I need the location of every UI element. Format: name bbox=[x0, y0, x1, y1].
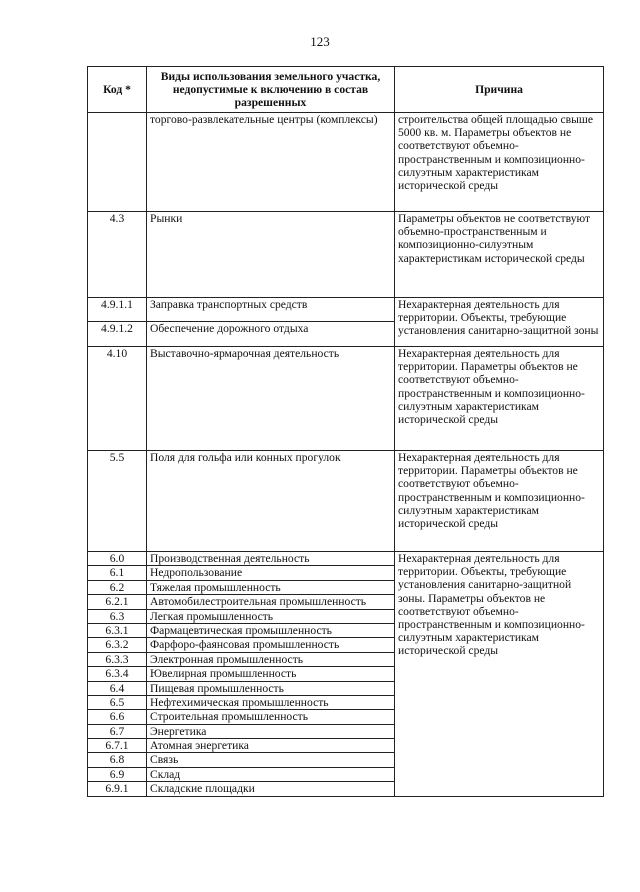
row-code: 6.6 bbox=[88, 710, 147, 724]
row-code: 6.3.3 bbox=[88, 652, 147, 666]
table-header-row bbox=[88, 67, 604, 113]
row-code: 5.5 bbox=[88, 451, 147, 552]
row-code: 6.3 bbox=[88, 609, 147, 623]
row-use: торгово-развлекательные центры (комплексы) bbox=[147, 113, 395, 212]
restricted-uses-table bbox=[87, 66, 604, 797]
row-use: Недропользование bbox=[147, 566, 395, 580]
table-row bbox=[88, 298, 604, 322]
row-use: Складские площадки bbox=[147, 782, 395, 796]
row-use: Атомная энергетика bbox=[147, 739, 395, 753]
row-reason: строительства общей площадью свыше 5000 кв. м. Параметры объектов не соответствуют объемно-пространственным и композиционно-силуэтным характеристикам исторической среды bbox=[395, 113, 604, 212]
row-code: 6.3.4 bbox=[88, 667, 147, 681]
row-use: Заправка транспортных средств bbox=[147, 298, 395, 322]
row-code: 4.9.1.1 bbox=[88, 298, 147, 322]
row-use: Рынки bbox=[147, 212, 395, 298]
row-use: Пищевая промышленность bbox=[147, 681, 395, 695]
row-code: 6.7 bbox=[88, 724, 147, 738]
row-code: 4.9.1.2 bbox=[88, 322, 147, 347]
row-use: Электронная промышленность bbox=[147, 652, 395, 666]
table-row bbox=[88, 347, 604, 451]
table-row bbox=[88, 552, 604, 566]
header-reason: Причина bbox=[395, 67, 604, 113]
row-code: 4.10 bbox=[88, 347, 147, 451]
table-row bbox=[88, 451, 604, 552]
row-code: 6.7.1 bbox=[88, 739, 147, 753]
row-code: 6.9 bbox=[88, 767, 147, 781]
row-use: Склад bbox=[147, 767, 395, 781]
table-row bbox=[88, 212, 604, 298]
row-use: Фарфоро-фаянсовая промышленность bbox=[147, 638, 395, 652]
row-code: 4.3 bbox=[88, 212, 147, 298]
row-code: 6.2.1 bbox=[88, 595, 147, 609]
row-code: 6.3.1 bbox=[88, 623, 147, 637]
row-use: Поля для гольфа или конных прогулок bbox=[147, 451, 395, 552]
header-code: Код * bbox=[88, 67, 147, 113]
page-number: 123 bbox=[310, 34, 330, 49]
row-code: 6.3.2 bbox=[88, 638, 147, 652]
row-use: Производственная деятельность bbox=[147, 552, 395, 566]
row-use: Нефтехимическая промышленность bbox=[147, 695, 395, 709]
row-code: 6.4 bbox=[88, 681, 147, 695]
row-reason: Нехарактерная деятельность для территории. Параметры объектов не соответствуют объемно-пространственным и композиционно-силуэтным характеристикам исторической среды bbox=[395, 347, 604, 451]
row-code: 6.8 bbox=[88, 753, 147, 767]
row-use: Фармацевтическая промышленность bbox=[147, 623, 395, 637]
row-use: Тяжелая промышленность bbox=[147, 580, 395, 594]
row-code bbox=[88, 113, 147, 212]
row-code: 6.5 bbox=[88, 695, 147, 709]
row-code: 6.2 bbox=[88, 580, 147, 594]
row-code: 6.0 bbox=[88, 552, 147, 566]
row-reason: Нехарактерная деятельность для территории. Параметры объектов не соответствуют объемно-пространственным и композиционно-силуэтным характеристикам исторической среды bbox=[395, 451, 604, 552]
row-reason: Нехарактерная деятельность для территории. Объекты, требующие установления санитарно-защитной зоны. Параметры объектов не соответствуют объемно-пространственным и композиционно-силуэтным характеристикам исторической среды bbox=[395, 552, 604, 797]
row-reason: Нехарактерная деятельность для территории. Объекты, требующие установления санитарно-защитной зоны bbox=[395, 298, 604, 347]
row-use: Строительная промышленность bbox=[147, 710, 395, 724]
row-code: 6.9.1 bbox=[88, 782, 147, 796]
header-use: Виды использования земельного участка, недопустимые к включению в состав разрешенных bbox=[147, 67, 395, 113]
row-use: Выставочно-ярмарочная деятельность bbox=[147, 347, 395, 451]
row-use: Автомобилестроительная промышленность bbox=[147, 595, 395, 609]
row-use: Легкая промышленность bbox=[147, 609, 395, 623]
row-use: Энергетика bbox=[147, 724, 395, 738]
row-code: 6.1 bbox=[88, 566, 147, 580]
table-row bbox=[88, 113, 604, 212]
row-use: Обеспечение дорожного отдыха bbox=[147, 322, 395, 347]
row-reason: Параметры объектов не соответствуют объемно-пространственным и композиционно-силуэтным характеристикам исторической среды bbox=[395, 212, 604, 298]
row-use: Связь bbox=[147, 753, 395, 767]
row-use: Ювелирная промышленность bbox=[147, 667, 395, 681]
